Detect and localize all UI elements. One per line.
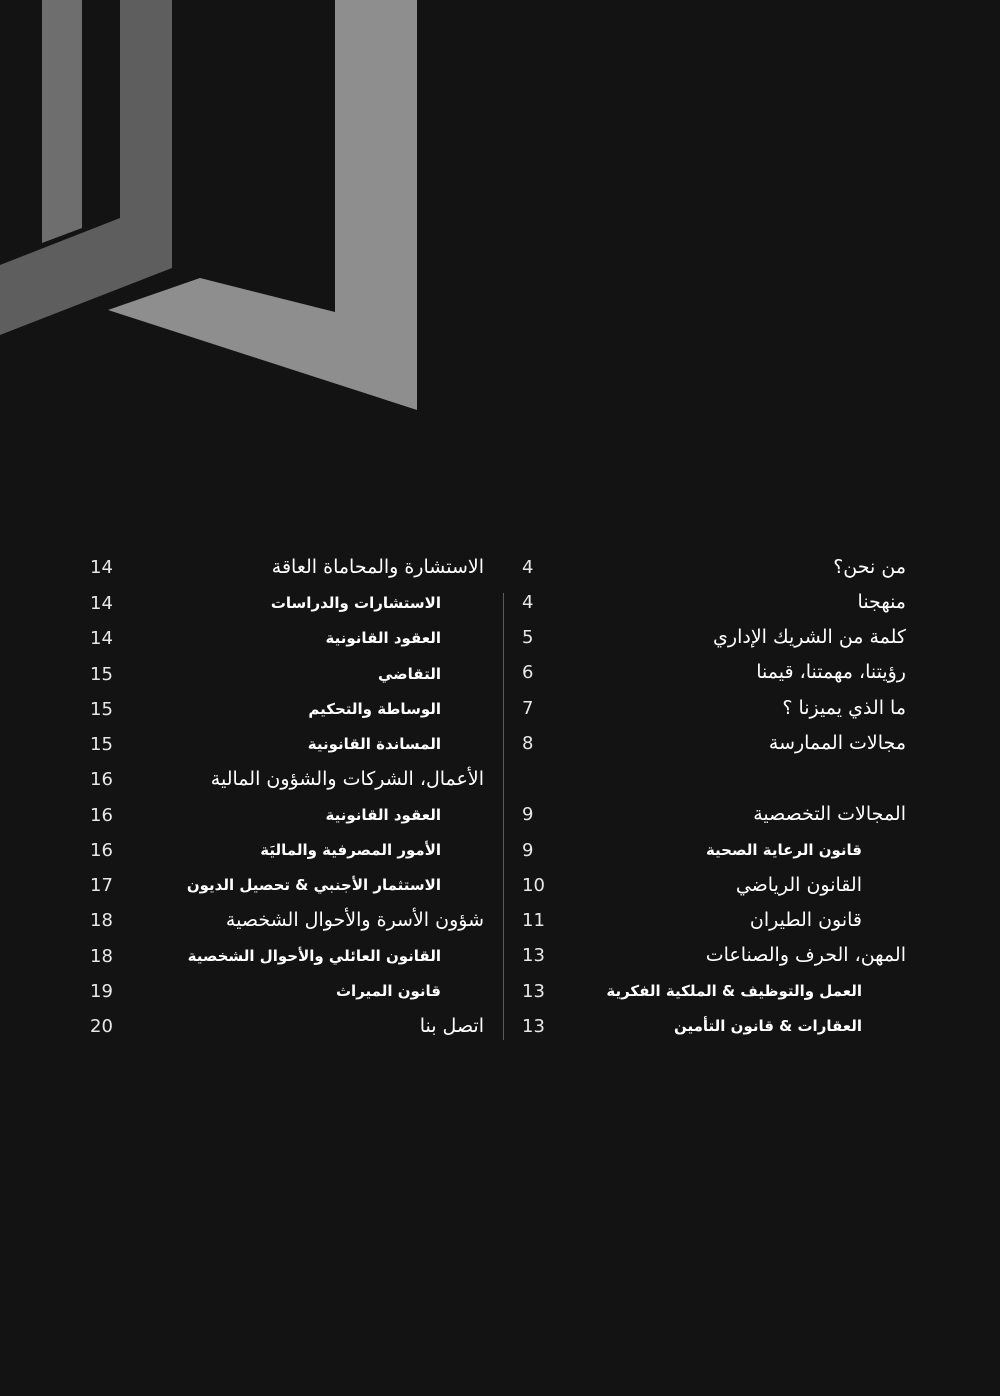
toc-entry-label: شؤون الأسرة والأحوال الشخصية (225, 909, 484, 931)
toc-entry-label: العقارات & قانون التأمين (674, 1017, 862, 1035)
toc-entry-label: الأعمال، الشركات والشؤون المالية (210, 768, 484, 790)
toc-entry[interactable] (522, 871, 862, 899)
toc-entry[interactable] (522, 553, 906, 581)
toc-entry[interactable] (90, 624, 441, 652)
toc-entry[interactable] (522, 588, 906, 616)
toc-entry[interactable] (90, 765, 484, 793)
toc-page-number: 11 (522, 909, 545, 931)
toc-page-number: 6 (522, 661, 534, 683)
toc-entry-label: القانون العائلي والأحوال الشخصية (187, 947, 441, 965)
toc-page-number: 16 (90, 768, 113, 790)
toc-page-number: 5 (522, 626, 534, 648)
toc-entry-label: المجالات التخصصية (753, 803, 906, 825)
toc-page-number: 14 (90, 556, 113, 578)
toc-entry-label: القانون الرياضي (735, 874, 862, 896)
toc-entry[interactable] (90, 977, 441, 1005)
toc-entry-label: الاستشارات والدراسات (270, 594, 441, 612)
toc-page-number: 14 (90, 627, 113, 649)
toc-entry-label: مجالات الممارسة (768, 732, 906, 754)
toc-page-number: 20 (90, 1015, 113, 1037)
toc-entry[interactable] (522, 836, 862, 864)
toc-entry[interactable] (90, 589, 441, 617)
toc-entry[interactable] (522, 906, 862, 934)
logo-bar-middle (0, 0, 172, 335)
toc-page-number: 16 (90, 839, 113, 861)
toc-page-number: 17 (90, 874, 113, 896)
toc-entry[interactable] (522, 800, 906, 828)
toc-entry[interactable] (522, 694, 906, 722)
toc-entry[interactable] (90, 836, 441, 864)
toc-page-number: 4 (522, 556, 534, 578)
toc-page-number: 15 (90, 733, 113, 755)
toc-entry[interactable] (90, 730, 441, 758)
toc-page-number: 9 (522, 839, 534, 861)
toc-page-number: 13 (522, 980, 545, 1002)
toc-entry-label: العمل والتوظيف & الملكية الفكرية (606, 982, 862, 1000)
toc-entry[interactable] (90, 660, 441, 688)
toc-entry-label: اتصل بنا (419, 1015, 484, 1037)
toc-page-number: 10 (522, 874, 545, 896)
toc-entry[interactable] (90, 942, 441, 970)
toc-entry-label: الاستشارة والمحاماة العاقة (271, 556, 484, 578)
toc-entry-label: قانون الميراث (335, 982, 441, 1000)
toc-entry-label: المساندة القانونية (307, 735, 441, 753)
toc-entry[interactable] (522, 977, 862, 1005)
toc-page-number: 18 (90, 945, 113, 967)
toc-page-number: 18 (90, 909, 113, 931)
toc-entry-label: قانون الطيران (749, 909, 862, 931)
toc-page-number: 13 (522, 1015, 545, 1037)
toc-entry[interactable] (522, 623, 906, 651)
logo-bar-inner (42, 0, 82, 243)
toc-page-number: 15 (90, 663, 113, 685)
toc-entry[interactable] (522, 729, 906, 757)
toc-entry-label: الأمور المصرفية والماليَة (260, 841, 441, 859)
toc-entry-label: العقود القانونية (325, 806, 441, 824)
abstract-bracket-logo-icon (0, 0, 420, 420)
toc-entry-label: التقاضي (378, 665, 441, 683)
toc-entry-label: منهجنا (857, 591, 906, 613)
toc-entry-label: المهن، الحرف والصناعات (705, 944, 906, 966)
toc-page-number: 4 (522, 591, 534, 613)
toc-entry-label: كلمة من الشريك الإداري (713, 626, 906, 648)
toc-entry-label: ما الذي يميزنا ؟ (782, 697, 906, 719)
toc-entry[interactable] (522, 658, 906, 686)
toc-page-number: 8 (522, 732, 534, 754)
toc-entry[interactable] (90, 553, 484, 581)
toc-page-number: 16 (90, 804, 113, 826)
toc-entry[interactable] (522, 941, 906, 969)
toc-entry[interactable] (522, 1012, 862, 1040)
toc-entry-label: رؤيتنا، مهمتنا، قيمنا (756, 661, 906, 683)
toc-page-number: 9 (522, 803, 534, 825)
toc-page-number: 15 (90, 698, 113, 720)
toc-entry[interactable] (90, 695, 441, 723)
toc-page-number: 19 (90, 980, 113, 1002)
toc-page-number: 7 (522, 697, 534, 719)
toc-page-number: 14 (90, 592, 113, 614)
toc-entry[interactable] (90, 906, 484, 934)
toc-entry-label: الوساطة والتحكيم (308, 700, 441, 718)
toc-entry[interactable] (90, 1012, 484, 1040)
toc-entry-label: من نحن؟ (833, 556, 906, 578)
column-divider (503, 593, 504, 1040)
toc-entry-label: قانون الرعاية الصحية (705, 841, 862, 859)
toc-entry-label: الاستثمار الأجنبي & تحصيل الديون (186, 876, 441, 894)
toc-page-number: 13 (522, 944, 545, 966)
toc-entry-label: العقود القانونية (325, 629, 441, 647)
toc-entry[interactable] (90, 801, 441, 829)
toc-entry[interactable] (90, 871, 441, 899)
